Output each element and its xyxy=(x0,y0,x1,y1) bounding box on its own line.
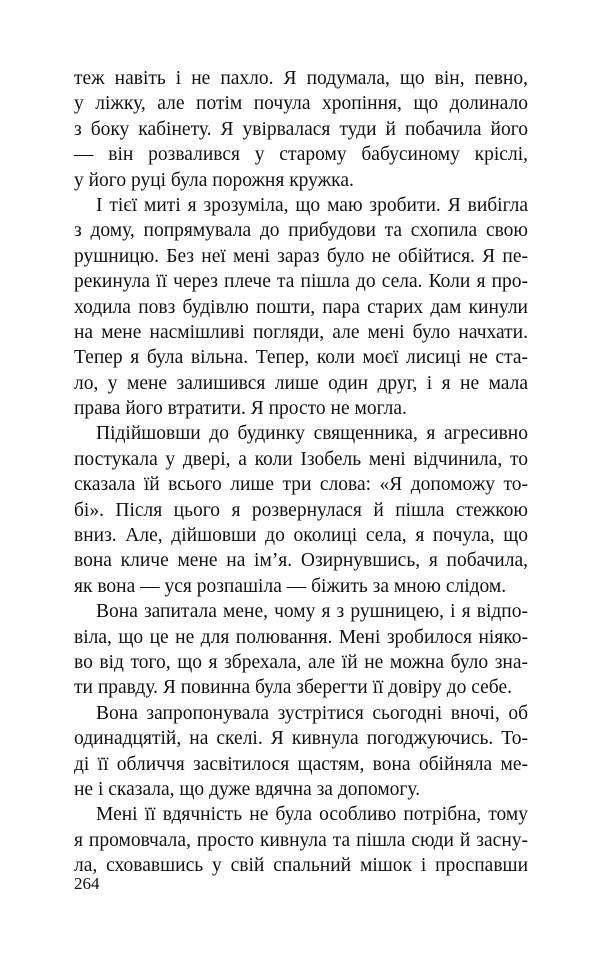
text-line: я промовчала, просто кивнула та пішла сюди й засну- xyxy=(74,829,528,851)
text-line: постукала у двері, а коли Ізобель мені відчинила, то xyxy=(74,448,528,470)
paragraph-2 xyxy=(74,193,528,422)
text-line: теж навіть і не пахло. Я подумала, що він, певно, xyxy=(74,68,528,89)
text-line: ти правду. Я повинна була зберегти її довіру до себе. xyxy=(74,677,512,699)
text-line: одинадцятій, на скелі. Я кивнула погоджуючись. То- xyxy=(74,728,528,750)
text-line: рекинула її через плече та пішла до села. Коли я про- xyxy=(74,271,528,293)
text-line: як вона — уся розпашіла — біжить за мною слідом. xyxy=(74,575,507,597)
text-line: у ліжку, але потім почула хропіння, що долинало xyxy=(74,93,528,115)
text-line: на мене насмішливі погляди, але мені було начхати. xyxy=(74,321,528,343)
text-line: не і сказала, що дуже вдячна за допомогу. xyxy=(74,778,421,800)
text-line: з дому, попрямувала до прибудови та схопила свою xyxy=(74,220,528,242)
text-line: з боку кабінету. Я увірвалася туди й побачила його xyxy=(74,118,528,140)
text-line: — він розвалився у старому бабусиному кріслі, xyxy=(74,144,528,166)
text-line: Вона запропонувала зустрітися сьогодні вночі, об xyxy=(96,702,528,724)
paragraph-3 xyxy=(74,421,528,599)
paragraph-4 xyxy=(74,599,528,701)
text-line: Тепер я була вільна. Тепер, коли моєї лисиці не ста- xyxy=(74,347,528,369)
text-line: І тієї миті я зрозуміла, що маю зробити. Я вибігла xyxy=(96,194,528,216)
text-line: во від того, що я збрехала, але їй не можна було зна- xyxy=(74,651,528,673)
text-line: у його руці була порожня кружка. xyxy=(74,169,354,191)
text-line: сказала їй всього лише три слова: «Я допоможу то- xyxy=(74,474,528,496)
paragraph-1 xyxy=(74,66,528,193)
paragraph-5 xyxy=(74,701,528,803)
text-line: ло, у мене залишився лише один друг, і я не мала xyxy=(74,372,528,394)
text-line: вона кличе мене на ім’я. Озирнувшись, я побачила, xyxy=(74,550,528,572)
text-line: права його втратити. Я просто не могла. xyxy=(74,398,407,420)
text-line: ходила повз будівлю пошти, пара старих дам кинули xyxy=(74,296,528,318)
book-page-text xyxy=(74,66,528,879)
text-line: Підійшовши до будинку священника, я агресивно xyxy=(96,423,528,445)
paragraph-6 xyxy=(74,802,528,878)
text-line: ла, сховавшись у свій спальний мішок і проспавши xyxy=(74,855,528,877)
text-line: ді її обличчя засвітилося щастям, вона обійняла ме- xyxy=(74,753,528,775)
text-line: Вона запитала мене, чому я з рушницею, і я відпо- xyxy=(96,601,528,623)
text-line: рушницю. Без неї мені зараз було не обійтися. Я пе- xyxy=(74,245,528,267)
text-line: віла, що це не для полювання. Мені зробилося ніяко- xyxy=(74,626,528,648)
text-line: Мені її вдячність не була особливо потрібна, тому xyxy=(96,804,528,826)
text-line: вниз. Але, дійшовши до околиці села, я почула, що xyxy=(74,525,528,547)
page-number: 264 xyxy=(74,874,100,893)
text-line: бі». Після цього я розвернулася й пішла стежкою xyxy=(74,499,528,521)
